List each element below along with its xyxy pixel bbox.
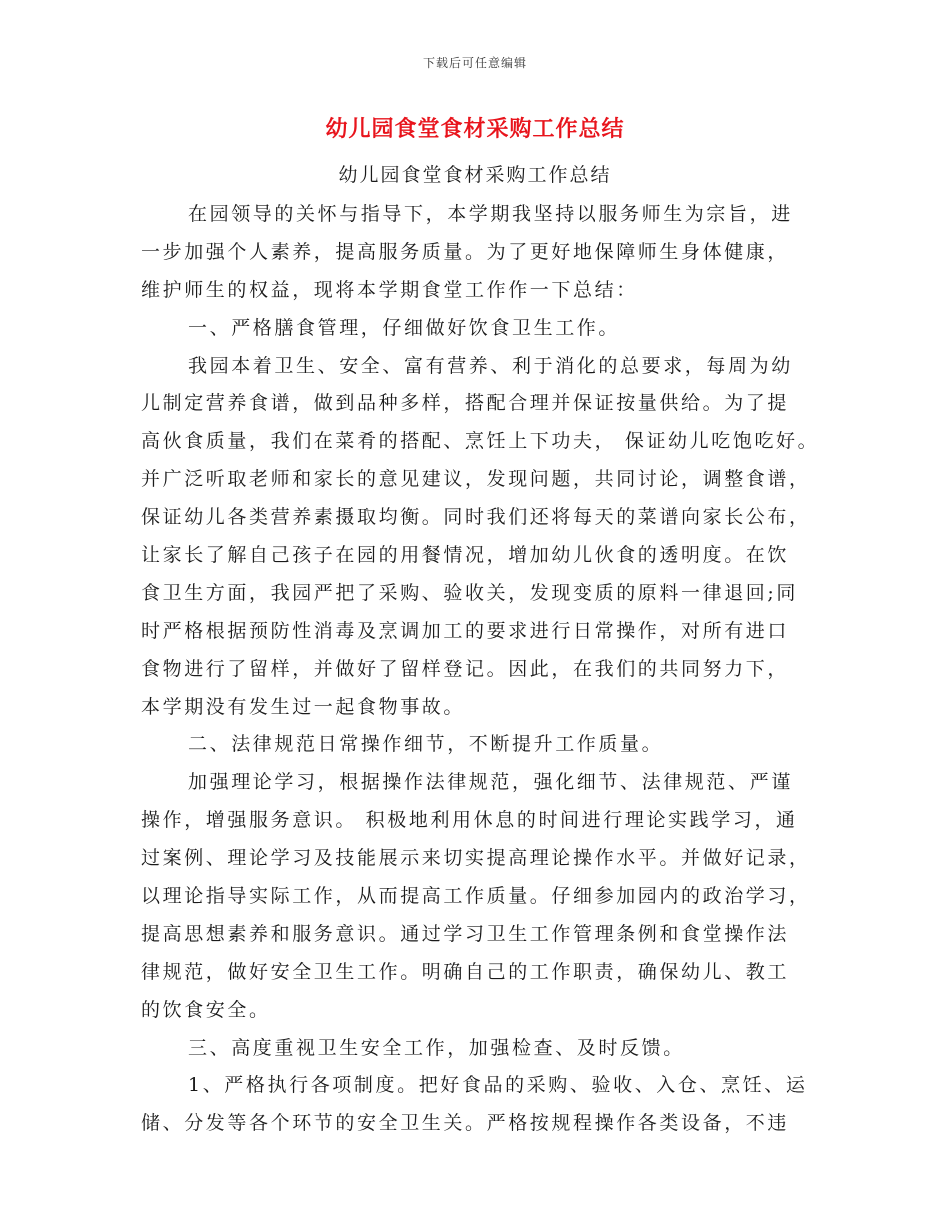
header-note: 下载后可任意编辑	[422, 56, 527, 70]
text-line: 一步加强个人素养，提高服务质量。为了更好地保障师生身体健康，	[141, 240, 790, 263]
text-line: 让家长了解自己孩子在园的用餐情况，增加幼儿伙食的透明度。在饮	[141, 544, 790, 567]
text-line: 高伙食质量，我们在菜肴的搭配、烹饪上下功夫， 保证幼儿吃饱吃好。	[141, 430, 820, 453]
text-line: 过案例、理论学习及技能展示来切实提高理论操作水平。并做好记录，	[141, 847, 811, 870]
text-line: 律规范，做好安全卫生工作。明确自己的工作职责，确保幼儿、教工	[141, 960, 790, 983]
document-subtitle: 幼儿园食堂食材采购工作总结	[338, 164, 612, 186]
text-line: 加强理论学习，根据操作法律规范，强化细节、法律规范、严谨	[188, 771, 793, 794]
text-line: 并广泛听取老师和家长的意见建议，发现问题，共同讨论，调整食谱，	[141, 468, 811, 491]
text-line: 二、法律规范日常操作细节，不断提升工作质量。	[188, 733, 664, 756]
text-line: 提高思想素养和服务意识。通过学习卫生工作管理条例和食堂操作法	[141, 922, 790, 945]
text-line: 本学期没有发生过一起食物事故。	[141, 695, 466, 718]
text-line: 以理论指导实际工作，从而提高工作质量。仔细参加园内的政治学习，	[141, 885, 811, 908]
document-title: 幼儿园食堂食材采购工作总结	[325, 116, 625, 142]
text-line: 食物进行了留样，并做好了留样登记。因此，在我们的共同努力下，	[141, 657, 790, 680]
text-line: 操作，增强服务意识。 积极地利用休息的时间进行理论实践学习，通	[141, 809, 798, 832]
text-line: 一、严格膳食管理，仔细做好饮食卫生工作。	[188, 316, 621, 339]
text-line: 的饮食安全。	[141, 998, 271, 1021]
document-body	[141, 196, 831, 1143]
text-line: 三、高度重视卫生安全工作，加强检查、及时反馈。	[188, 1036, 685, 1059]
text-line: 维护师生的权益，现将本学期食堂工作作一下总结：	[141, 278, 638, 301]
text-line: 保证幼儿各类营养素摄取均衡。同时我们还将每天的菜谱向家长公布，	[141, 506, 811, 529]
text-line: 储、分发等各个环节的安全卫生关。严格按规程操作各类设备，不违	[141, 1112, 790, 1135]
text-line: 食卫生方面，我园严把了采购、验收关，发现变质的原料一律退回;同	[141, 581, 799, 604]
text-line: 在园领导的关怀与指导下，本学期我坚持以服务师生为宗旨，进	[188, 203, 793, 225]
text-line: 时严格根据预防性消毒及烹调加工的要求进行日常操作，对所有进口	[141, 619, 790, 642]
text-line: 我园本着卫生、安全、富有营养、利于消化的总要求，每周为幼	[188, 354, 793, 377]
text-line: 儿制定营养食谱，做到品种多样，搭配合理并保证按量供给。为了提	[141, 392, 790, 415]
text-line: 1、严格执行各项制度。把好食品的采购、验收、入仓、烹饪、运	[188, 1074, 808, 1097]
